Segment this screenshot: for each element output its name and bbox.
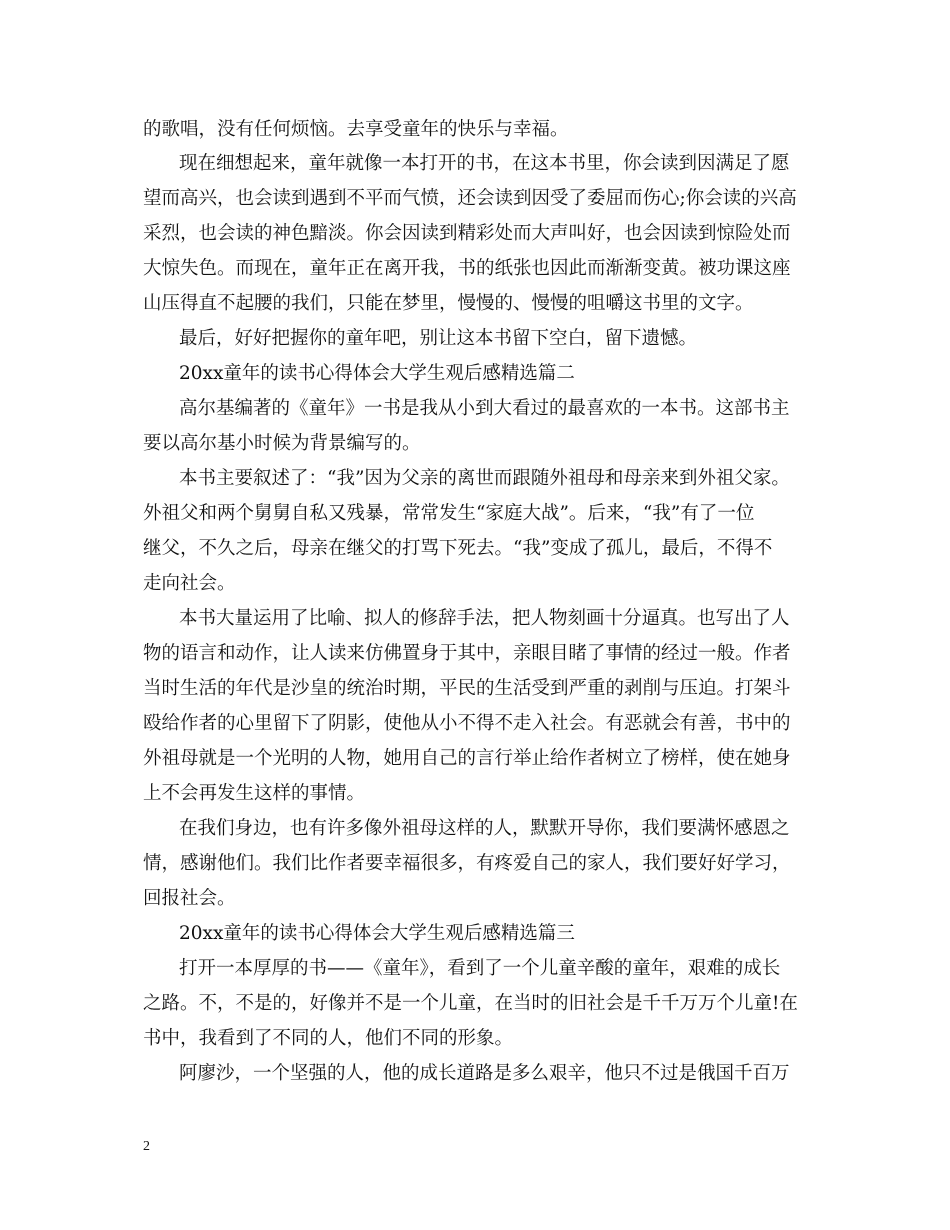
text-line: 外祖母就是一个光明的人物，她用自己的言行举止给作者树立了榜样，使在她身 [143,748,791,769]
text-line: 高尔基编著的《童年》一书是我从小到大看过的最喜欢的一本书。这部书主 [179,398,790,419]
text-line: 采烈，也会读的神色黯淡。你会因读到精彩处而大声叫好，也会因读到惊险处而 [143,223,791,244]
section-heading: 20xx童年的读书心得体会大学生观后感精选篇二 [179,363,575,384]
text-line: 打开一本厚厚的书——《童年》，看到了一个儿童辛酸的童年，艰难的成长 [179,958,781,979]
text-line: 现在细想起来，童年就像一本打开的书，在这本书里，你会读到因满足了愿 [179,153,790,174]
text-line: 在我们身边，也有许多像外祖母这样的人，默默开导你，我们要满怀感恩之 [179,818,790,839]
text-line: 本书大量运用了比喻、拟人的修辞手法，把人物刻画十分逼真。也写出了人 [179,608,790,629]
text-line: 外祖父和两个舅舅自私又残暴，常常发生“家庭大战”。后来，“我”有了一位 [143,503,755,524]
text-line: 望而高兴，也会读到遇到不平而气愤，还会读到因受了委屈而伤心;你会读的兴高 [143,188,797,209]
text-line: 山压得直不起腰的我们，只能在梦里，慢慢的、慢慢的咀嚼这书里的文字。 [143,293,754,314]
text-line: 上不会再发生这样的事情。 [143,783,366,804]
text-line: 继父，不久之后，母亲在继父的打骂下死去。“我”变成了孤儿，最后，不得不 [143,538,773,559]
text-line: 之路。不，不是的，好像并不是一个儿童，在当时的旧社会是千千万万个儿童!在 [143,993,798,1014]
text-line: 回报社会。 [143,888,236,909]
text-line: 本书主要叙述了：“我”因为父亲的离世而跟随外祖母和母亲来到外祖父家。 [179,468,790,489]
text-line: 的歌唱，没有任何烦恼。去享受童年的快乐与幸福。 [143,119,569,140]
text-line: 大惊失色。而现在，童年正在离开我，书的纸张也因此而渐渐变黄。被功课这座 [143,258,791,279]
text-line: 物的语言和动作，让人读来仿佛置身于其中，亲眼目睹了事情的经过一般。作者 [143,643,791,664]
text-line: 阿廖沙，一个坚强的人，他的成长道路是多么艰辛，他只不过是俄国千百万 [179,1063,790,1084]
text-line: 书中，我看到了不同的人，他们不同的形象。 [143,1028,514,1049]
section-heading: 20xx童年的读书心得体会大学生观后感精选篇三 [179,923,575,944]
text-line: 殴给作者的心里留下了阴影，使他从小不得不走入社会。有恶就会有善，书中的 [143,713,791,734]
page-number: 2 [143,1139,150,1154]
text-line: 要以高尔基小时候为背景编写的。 [143,433,421,454]
text-line: 走向社会。 [143,573,236,594]
text-line: 情，感谢他们。我们比作者要幸福很多，有疼爱自己的家人，我们要好好学习， [143,853,791,874]
text-line: 最后，好好把握你的童年吧，别让这本书留下空白，留下遗憾。 [179,328,698,349]
text-line: 当时生活的年代是沙皇的统治时期，平民的生活受到严重的剥削与压迫。打架斗 [143,678,791,699]
